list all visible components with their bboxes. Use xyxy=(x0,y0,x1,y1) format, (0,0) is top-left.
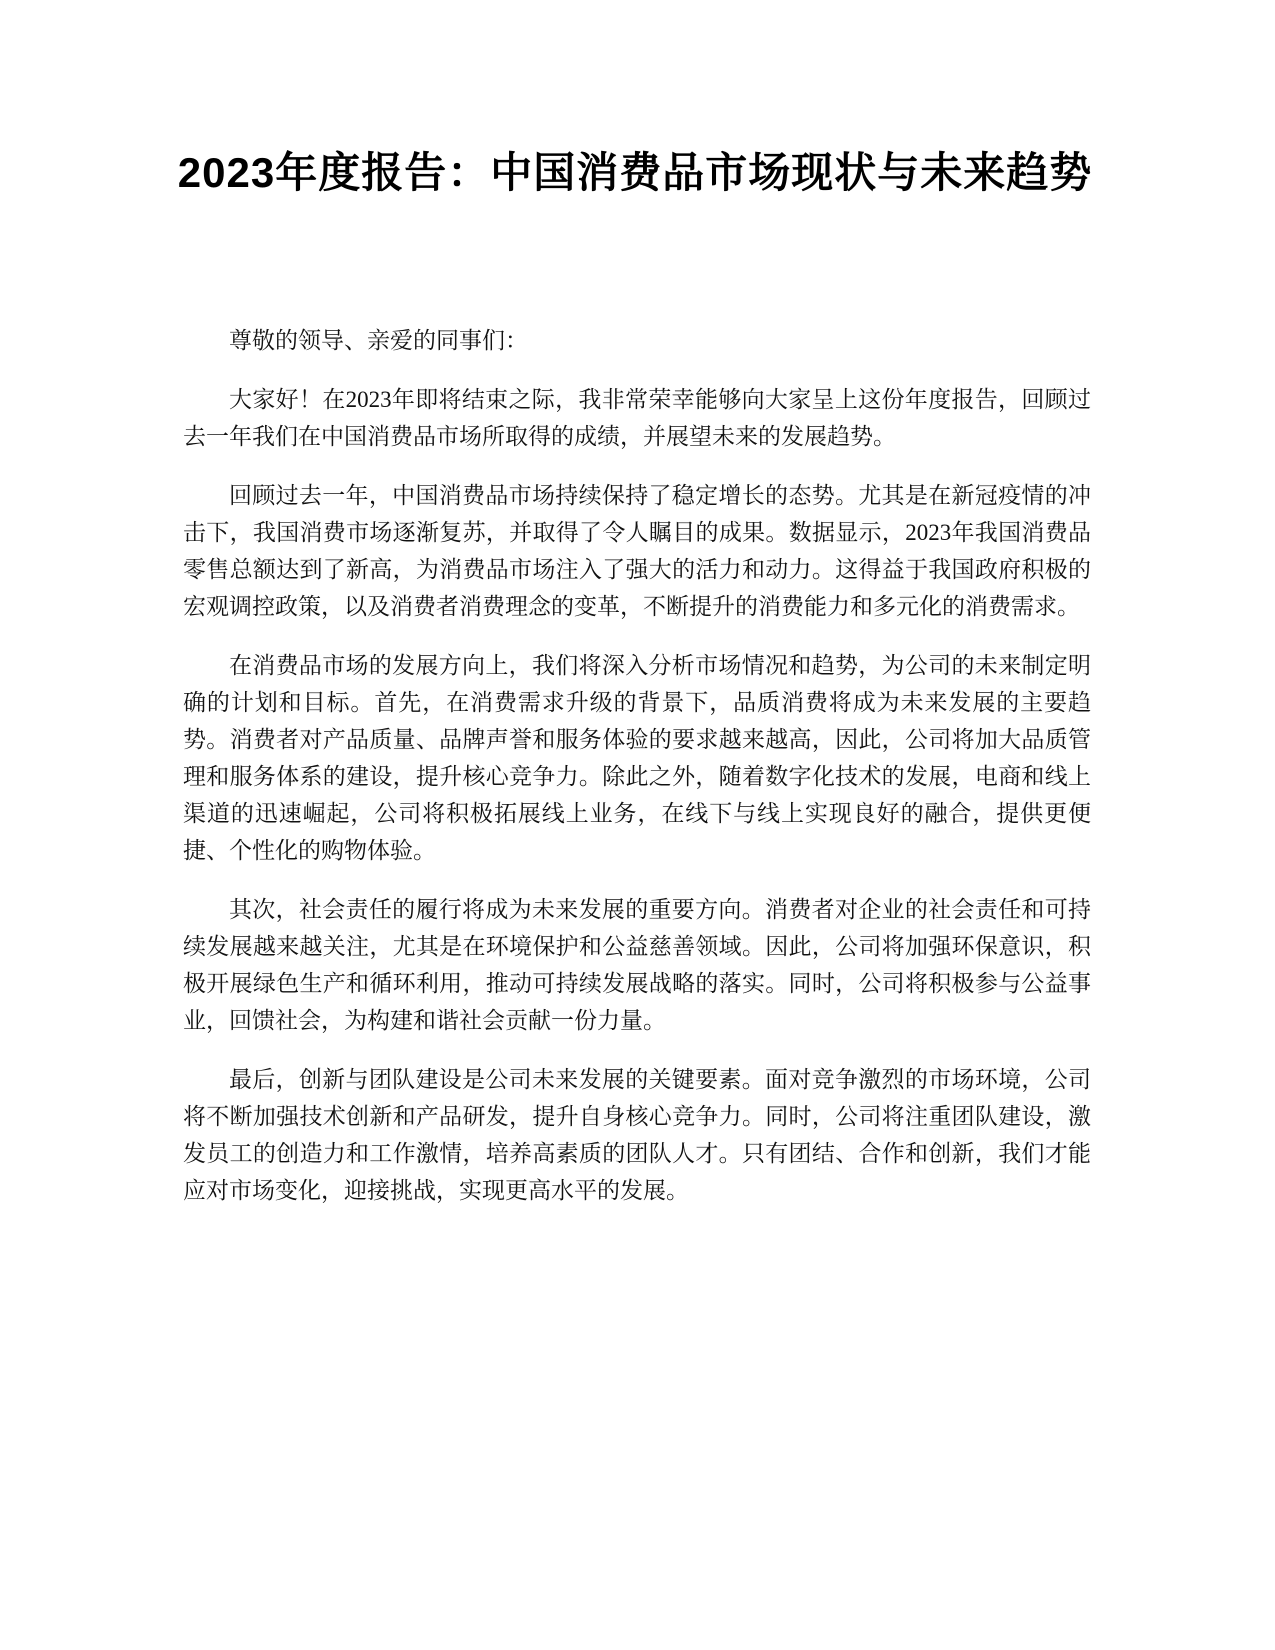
social-responsibility-paragraph: 其次，社会责任的履行将成为未来发展的重要方向。消费者对企业的社会责任和可持续发展越来越关注，尤其是在环境保护和公益慈善领域。因此，公司将加强环保意识，积极开展绿色生产和循环利用，推动可持续发展战略的落实。同时，公司将积极参与公益事业，回馈社会，为构建和谐社会贡献一份力量。 xyxy=(183,897,1091,1033)
review-paragraph: 回顾过去一年，中国消费品市场持续保持了稳定增长的态势。尤其是在新冠疫情的冲击下，我国消费市场逐渐复苏，并取得了令人瞩目的成果。数据显示，2023年我国消费品零售总额达到了新高，为消费品市场注入了强大的活力和动力。这得益于我国政府积极的宏观调控政策，以及消费者消费理念的变革，不断提升的消费能力和多元化的消费需求。 xyxy=(183,483,1091,619)
greeting-paragraph: 尊敬的领导、亲爱的同事们： xyxy=(229,328,528,353)
development-paragraph: 在消费品市场的发展方向上，我们将深入分析市场情况和趋势，为公司的未来制定明确的计划和目标。首先，在消费需求升级的背景下，品质消费将成为未来发展的主要趋势。消费者对产品质量、品牌声誉和服务体验的要求越来越高，因此，公司将加大品质管理和服务体系的建设，提升核心竞争力。除此之外，随着数字化技术的发展，电商和线上渠道的迅速崛起，公司将积极拓展线上业务，在线下与线上实现良好的融合，提供更便捷、个性化的购物体验。 xyxy=(183,653,1091,863)
opening-paragraph: 大家好！在2023年即将结束之际，我非常荣幸能够向大家呈上这份年度报告，回顾过去一年我们在中国消费品市场所取得的成绩，并展望未来的发展趋势。 xyxy=(183,387,1091,449)
document-body xyxy=(183,322,1091,1231)
page-title: 2023年度报告：中国消费品市场现状与未来趋势 xyxy=(177,149,1093,196)
innovation-paragraph: 最后，创新与团队建设是公司未来发展的关键要素。面对竞争激烈的市场环境，公司将不断加强技术创新和产品研发，提升自身核心竞争力。同时，公司将注重团队建设，激发员工的创造力和工作激情，培养高素质的团队人才。只有团结、合作和创新，我们才能应对市场变化，迎接挑战，实现更高水平的发展。 xyxy=(183,1067,1091,1203)
